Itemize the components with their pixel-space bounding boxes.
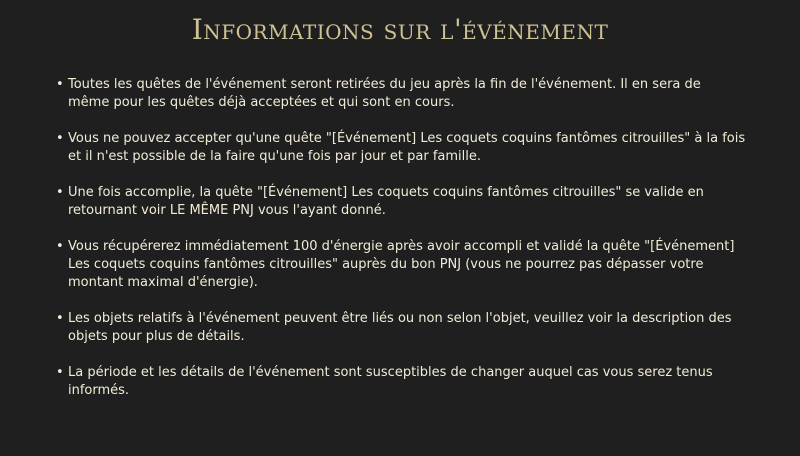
info-item-3: • Une fois accomplie, la quête "[Événement] Les coquets coquins fantômes citrouilles" se valide en retournant voir LE MÊME PNJ vous l'ayant donné. [56,184,746,220]
info-item-2: • Vous ne pouvez accepter qu'une quête "[Événement] Les coquets coquins fantômes citrouilles" à la fois et il n'est possible de la faire qu'une fois par jour et par famille. [56,130,746,166]
page-title: Informations sur l'événement [191,13,609,46]
info-item-5: • Les objets relatifs à l'événement peuvent être liés ou non selon l'objet, veuillez voir la description des objets pour plus de détails. [56,310,746,346]
info-item-4: • Vous récupérerez immédiatement 100 d'énergie après avoir accompli et validé la quête "[Événement] Les coquets coquins fantômes citrouilles" auprès du bon PNJ (vous ne pourrez pas dépasser votre montant maximal d'énergie). [56,238,746,292]
info-item-6: • La période et les détails de l'événement sont susceptibles de changer auquel cas vous serez tenus informés. [56,364,746,400]
info-item-1: • Toutes les quêtes de l'événement seront retirées du jeu après la fin de l'événement. Il en sera de même pour les quêtes déjà acceptées et qui sont en cours. [56,76,746,112]
info-list [56,76,746,418]
